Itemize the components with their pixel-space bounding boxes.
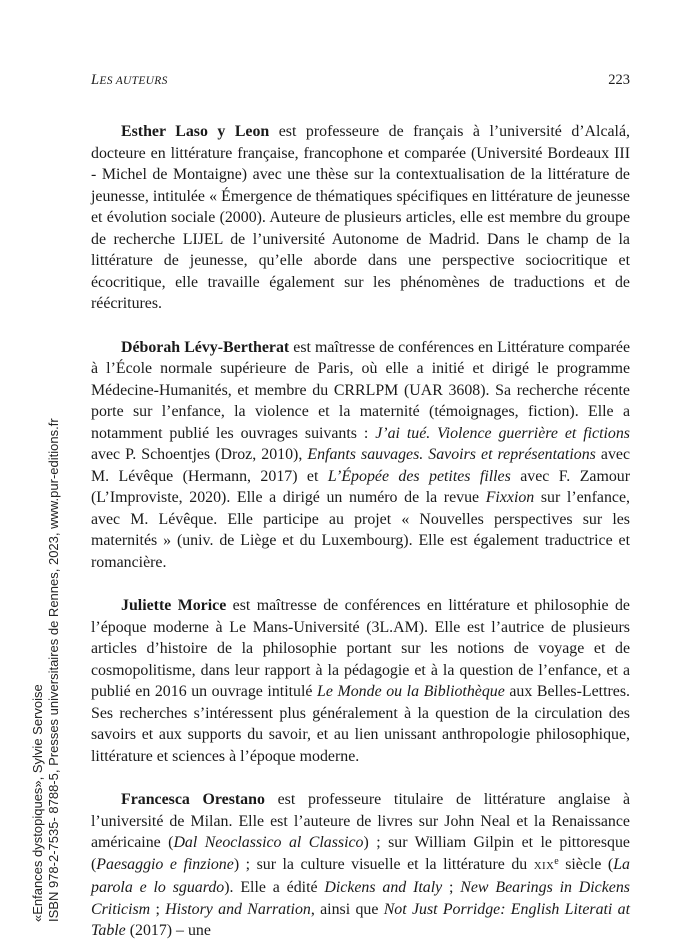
century-superscript: e (554, 855, 559, 867)
book-title: La parola e lo sguardo (91, 855, 630, 896)
book-title: New Bearings in Dickens Criticism (91, 879, 630, 918)
publisher-credit (30, 418, 62, 922)
book-title: J’ai tué. Violence guerrière et fictions (375, 424, 630, 442)
book-title: L’Épopée des petites filles (327, 467, 511, 485)
book-title: History and Narration (165, 900, 311, 918)
author-entry-morice: Juliette Morice est maîtresse de conférences en littérature et philosophie de l’époque moderne à Le Mans-Université (3L.AM). Elle est l’autrice de plusieurs articles d’histoire de la philosophie portant sur les notions de voyage et de cosmopolitisme, dans leur rapport à la pédagogie et à la question de l’enfance, et a publié en 2016 un ouvrage intitulé Le Monde ou la Bibliothèque aux Belles-Lettres. Ses recherches s’intéressent plus généralement à la question de la circulation des savoirs et aux supports du savoir, et au lien unissant anthropologie philosophique, littérature et sciences à l’époque moderne. (91, 597, 630, 765)
book-title: Enfants sauvages. Savoirs et représentations (307, 446, 596, 463)
author-entry-orestano: Francesca Orestano est professeure titulaire de littérature anglaise à l’université de Milan. Elle est l’auteure de livres sur John Neal et la Renaissance américaine (Dal Neoclassico al Classico) ; sur William Gilpin et le pittoresque (Paesaggio e finzione) ; sur la culture visuelle et la littérature du XIXe siècle (La parola e lo sguardo). Elle a édité Dickens and Italy ; New Bearings in Dickens Criticism ; History and Narration, ainsi que Not Just Porridge: English Literati at Table (2017) – une (91, 791, 631, 939)
page-body (91, 121, 630, 942)
author-name: Déborah Lévy-Bertherat (121, 338, 290, 356)
journal-title: Fixxion (485, 489, 535, 506)
book-title: Le Monde ou la Bibliothèque (317, 683, 505, 700)
book-title: Not Just Porridge: English Literati at Table (91, 900, 630, 939)
book-title: Dickens and Italy (324, 879, 443, 896)
book-title: Paesaggio e finzione (96, 855, 234, 873)
author-entry-laso: Esther Laso y Leon est professeure de français à l’université d’Alcalá, docteure en littérature française, francophone et comparée (Université Bordeaux III - Michel de Montaigne) avec une thèse sur la contextualisation de la littérature de jeunesse, intitulée « Émergence de thématiques spécifiques en littérature de jeunesse et évolution sociale (2000). Auteure de plusieurs articles, elle est membre du groupe de recherche LIJEL de l’université Autonome de Madrid. Dans le champ de la littérature de jeunesse, qu’elle aborde dans une perspective sociocritique et écocritique, elle travaille également sur les phénomènes de traductions et de réécritures. (91, 123, 630, 312)
author-name: Juliette Morice (121, 597, 227, 614)
page-number: 223 (608, 72, 630, 88)
book-title: Dal Neoclassico al Classico (173, 834, 364, 851)
running-header (91, 72, 630, 92)
running-title: LES AUTEURS (91, 72, 168, 88)
author-name: Esther Laso y Leon (121, 123, 270, 140)
author-entry-levy-bertherat: Déborah Lévy-Bertherat est maîtresse de conférences en Littérature comparée à l’École normale supérieure de Paris, où elle a initié et dirigé le programme Médecine-Humanités, et membre du CRRLPM (UAR 3608). Sa recherche récente porte sur l’enfance, la violence et la maternité (témoignages, fiction). Elle a notamment publié les ouvrages suivants : J’ai tué. Violence guerrière et fictions avec P. Schoentjes (Droz, 2010), Enfants sauvages. Savoirs et représentations avec M. Lévêque (Hermann, 2017) et L’Épopée des petites filles avec F. Zamour (L’Improviste, 2020). Elle a dirigé un numéro de la revue Fixxion sur l’enfance, avec M. Lévêque. Elle participe au projet « Nouvelles perspectives sur les maternités » (univ. de Liège et du Luxembourg). Elle est également traductrice et romancière. (91, 338, 631, 571)
credit-title-line: «Enfances dystopiques», Sylvie Servoise (30, 684, 45, 922)
credit-isbn-line: ISBN 978-2-7535- 8788-5, Presses universitaires de Rennes, 2023, www.pur-editions.fr (46, 418, 61, 922)
author-name: Francesca Orestano (121, 791, 265, 808)
century-numeral: XIX (533, 859, 555, 872)
